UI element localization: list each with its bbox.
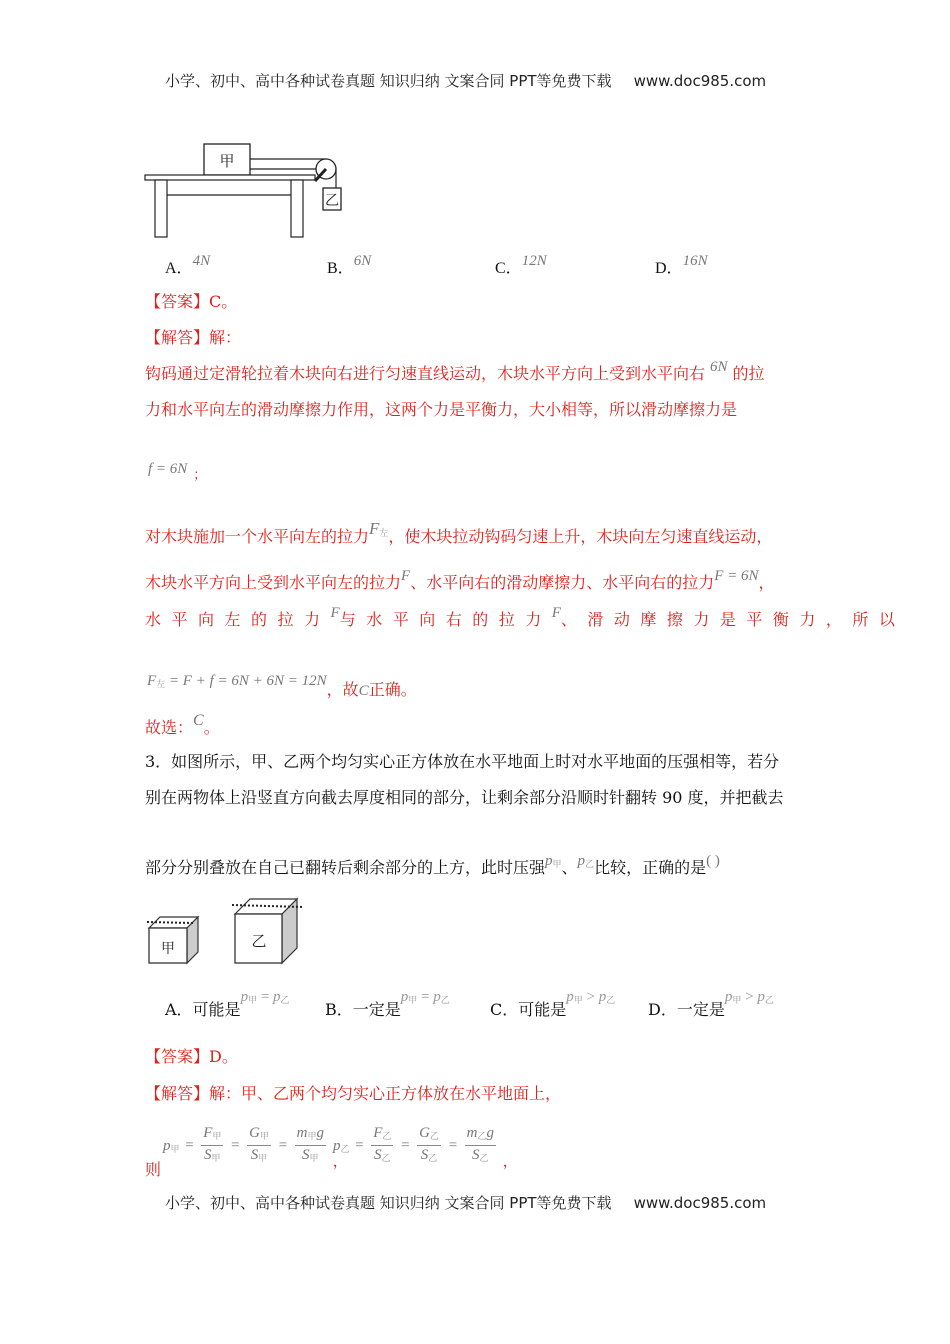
q3-analysis-line-1: 【解答】解：甲、乙两个均匀实心正方体放在水平地面上， [145,1084,562,1103]
q2-analysis-line-5: 木块水平方向上受到水平向左的拉力F、水平向右的滑动摩擦力、水平向右的拉力F = 6N， [145,568,775,592]
q2-option-a[interactable] [165,253,211,279]
header-url[interactable]: www.doc985.com [633,72,767,90]
q2-analysis-line-1: 钩码通过定滑轮拉着木块向右进行匀速直线运动，木块水平方向上受到水平向右 6N 的拉 [145,359,765,383]
svg-text:乙: 乙 [251,932,267,950]
q2-analysis-line-7: $F_左 = F + f = 6N + 6N = 12N$，故C正确。 [147,673,417,699]
q2-analysis-line-6: 水平向左的拉力F与水平向右的拉力F、滑动摩擦力是平衡力，所以 [145,605,906,629]
svg-text:甲: 甲 [161,941,175,957]
q2-analysis-tag: 【解答】解： [145,328,242,347]
q2-analysis-line-2: 力和水平向左的滑动摩擦力作用，这两个力是平衡力，大小相等，所以滑动摩擦力是 [145,400,738,419]
footer-url[interactable]: www.doc985.com [633,1194,767,1212]
q3-option-d[interactable]: D．一定是$p_甲 > p_乙$ [648,989,774,1019]
q3-formula-jia: $p_甲$ = $\frac{F_甲}{S_甲}$ = $\frac{G_甲}{S_甲}$ = $\frac{m_甲g}{S_甲}$ ， [163,1125,348,1170]
q3-then-label: 则 [145,1160,162,1179]
svg-text:乙: 乙 [325,193,339,209]
q3-option-c[interactable]: C．可能是$p_甲 > p_乙$ [490,989,616,1019]
pulley-table-figure [140,140,370,250]
q2-analysis-line-3: f = 6N $_;$ [148,461,207,483]
answer-blank[interactable]: ( ) [706,853,720,869]
q3-stem-line-2: 别在两物体上沿竖直方向截去厚度相同的部分，让剩余部分沿顺时针翻转 90 度，并把截去 [145,788,784,807]
option-value: 16N [682,253,708,269]
q2-analysis-line-4: 对木块施加一个水平向左的拉力$F_左$，使木块拉动钩码匀速上升，木块向左匀速直线运动， [145,519,773,546]
q3-answer-tag: 【答案】D。 [145,1047,238,1066]
option-label: C． [495,260,522,277]
q2-option-d[interactable] [655,253,708,279]
option-label: B． [327,260,354,277]
option-value: 6N [353,253,372,269]
q2-analysis-line-8: 故选：C。 [145,712,220,737]
option-label: A． [165,260,193,277]
footer-text: 小学、初中、高中各种试卷真题 知识归纳 文案合同 PPT等免费下载 [165,1194,612,1212]
q3-option-a[interactable]: A．可能是$p_甲 = p_乙$ [165,989,290,1019]
page-header [165,70,766,91]
q3-stem-line-1: 3．如图所示，甲、乙两个均匀实心正方体放在水平地面上时对水平地面的压强相等，若分 [145,752,780,771]
page-footer [165,1192,766,1213]
option-label: D． [655,260,683,277]
q2-option-c[interactable] [495,253,547,279]
header-text: 小学、初中、高中各种试卷真题 知识归纳 文案合同 PPT等免费下载 [165,72,612,90]
q3-option-b[interactable]: B．一定是$p_甲 = p_乙$ [325,989,450,1019]
q3-stem-line-3: 部分分别叠放在自己已翻转后剩余部分的上方，此时压强$p_甲$、$p_乙$比较，正确的是( ) [145,853,720,877]
q3-formula-yi: $p_乙$ = $\frac{F_乙}{S_乙}$ = $\frac{G_乙}{S_乙}$ = $\frac{m_乙g}{S_乙}$ ， [333,1125,518,1170]
q2-answer-tag: 【答案】C。 [145,292,238,311]
q2-option-b[interactable] [327,253,372,279]
option-value: 12N [521,253,547,269]
option-value: 4N [192,253,211,269]
cubes-figure [140,890,320,970]
svg-text:甲: 甲 [219,152,235,170]
